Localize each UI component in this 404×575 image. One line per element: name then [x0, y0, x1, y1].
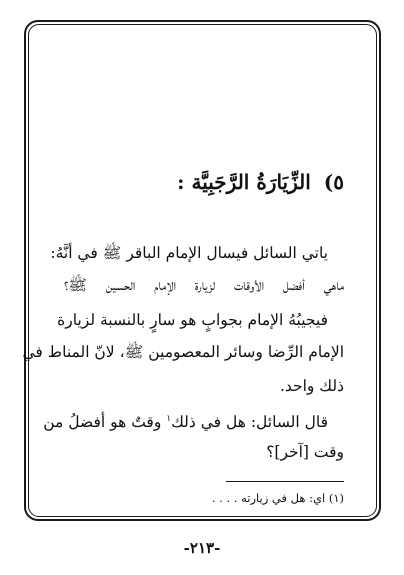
section-title: الزِّيَارَةُ الرَّجَبِيَّة :	[177, 170, 311, 194]
paragraph-line: الإمام الرِّضا وسائر المعصومين ﷺ، لانّ المناط في	[22, 343, 344, 361]
page-number: -٢١٣-	[183, 539, 221, 557]
section-heading	[177, 168, 344, 196]
paragraph-line: ذلك واحد.	[279, 377, 344, 395]
footnote-marker: ١	[166, 414, 172, 424]
section-number: ٥)	[323, 170, 344, 194]
paragraph-line: فيجيبُهُ الإمام بجوابٍ هو سارٍ بالنسبة لزيارة	[57, 311, 328, 329]
text-run: وقتٌ هو أفضلُ من	[43, 413, 162, 432]
paragraph-line	[43, 408, 344, 433]
footnote-divider	[226, 481, 344, 482]
text-run: قال السائل: هل في ذلك	[171, 413, 328, 432]
paragraph-line: ياتي السائل فيسال الإمام الباقر ﷺ في أنَّهُ:	[50, 244, 328, 262]
paragraph-line: وقت [آخر]؟	[266, 443, 344, 461]
footnote: (١) اي: هل في زيارته . . . .	[211, 491, 344, 505]
paragraph-line: ماهي أفضل الأوقات لزيارة الإمام الحسين ﷺ؟	[64, 276, 344, 294]
